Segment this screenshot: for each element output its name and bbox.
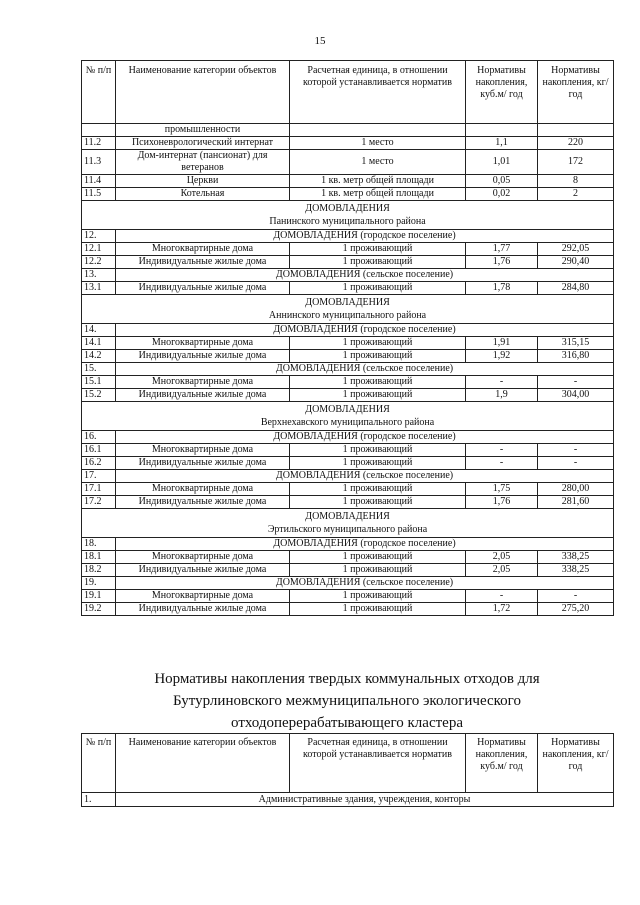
subsection-label: ДОМОВЛАДЕНИЯ (городское поселение) xyxy=(116,324,614,337)
row-unit: 1 проживающий xyxy=(290,350,466,363)
row-category: Индивидуальные жилые дома xyxy=(116,457,290,470)
row-number: 11.3 xyxy=(82,150,116,175)
row-unit: 1 проживающий xyxy=(290,483,466,496)
table-row xyxy=(82,188,614,201)
row-number: 19. xyxy=(82,577,116,590)
section-title xyxy=(81,668,613,734)
row-volume: 1,76 xyxy=(466,256,538,269)
district-header-subtitle: Верхнехавского муниципального района xyxy=(260,417,435,428)
section-title-line: Нормативы накопления твердых коммунальных отходов для xyxy=(154,671,540,687)
col-header-category: Наименование категории объектов xyxy=(116,61,290,124)
col-header-unit: Расчетная единица, в отношении которой устанавливается норматив xyxy=(290,61,466,124)
row-mass: 275,20 xyxy=(538,603,614,616)
continuation-mass xyxy=(538,124,614,137)
row-category: Многоквартирные дома xyxy=(116,551,290,564)
table-header-row xyxy=(82,734,614,793)
row-mass: 284,80 xyxy=(538,282,614,295)
row-mass: - xyxy=(538,376,614,389)
district-header-subtitle: Аннинского муниципального района xyxy=(268,310,427,321)
row-number: 13. xyxy=(82,269,116,282)
district-header-row xyxy=(82,201,614,230)
row-unit: 1 проживающий xyxy=(290,603,466,616)
district-header-subtitle: Эртильского муниципального района xyxy=(267,524,428,535)
row-unit: 1 кв. метр общей площади xyxy=(290,175,466,188)
row-mass: - xyxy=(538,457,614,470)
row-category: Многоквартирные дома xyxy=(116,337,290,350)
col-header-volume: Нормативы накопления, куб.м/ год xyxy=(466,61,538,124)
subsection-row xyxy=(82,269,614,282)
row-unit: 1 проживающий xyxy=(290,444,466,457)
row-unit: 1 проживающий xyxy=(290,256,466,269)
continuation-unit xyxy=(290,124,466,137)
subsection-label: ДОМОВЛАДЕНИЯ (сельское поселение) xyxy=(116,470,614,483)
row-category: Котельная xyxy=(116,188,290,201)
buturlinovka-norms-table xyxy=(81,733,614,807)
row-unit: 1 кв. метр общей площади xyxy=(290,188,466,201)
row-unit: 1 проживающий xyxy=(290,564,466,577)
row-category: Дом-интернат (пансионат) для ветеранов xyxy=(116,150,290,175)
row-category: Индивидуальные жилые дома xyxy=(116,603,290,616)
table-row xyxy=(82,496,614,509)
row-volume: 0,02 xyxy=(466,188,538,201)
row-mass: 2 xyxy=(538,188,614,201)
row-mass: - xyxy=(538,444,614,457)
table-row xyxy=(82,551,614,564)
row-number: 17.2 xyxy=(82,496,116,509)
row-number: 12.1 xyxy=(82,243,116,256)
row-number: 17.1 xyxy=(82,483,116,496)
row-mass: 315,15 xyxy=(538,337,614,350)
row-mass: 338,25 xyxy=(538,551,614,564)
table-row xyxy=(82,243,614,256)
row-volume: - xyxy=(466,590,538,603)
row-number: 18. xyxy=(82,538,116,551)
row-volume: 0,05 xyxy=(466,175,538,188)
subsection-label: ДОМОВЛАДЕНИЯ (сельское поселение) xyxy=(116,363,614,376)
row-volume: 1,72 xyxy=(466,603,538,616)
row-unit: 1 проживающий xyxy=(290,282,466,295)
table-row xyxy=(82,150,614,175)
row-number: 15.1 xyxy=(82,376,116,389)
subsection-row xyxy=(82,793,614,807)
subsection-label: Административные здания, учреждения, конторы xyxy=(116,793,614,807)
district-header xyxy=(82,295,614,324)
table-row xyxy=(82,457,614,470)
row-volume: 1,77 xyxy=(466,243,538,256)
row-number: 12. xyxy=(82,230,116,243)
table-row xyxy=(82,590,614,603)
continuation-row xyxy=(82,124,614,137)
row-volume: 1,91 xyxy=(466,337,538,350)
subsection-row xyxy=(82,363,614,376)
row-number: 16.2 xyxy=(82,457,116,470)
continuation-volume xyxy=(466,124,538,137)
district-header-title: ДОМОВЛАДЕНИЯ xyxy=(305,203,390,214)
row-number: 14. xyxy=(82,324,116,337)
district-header xyxy=(82,201,614,230)
row-number: 11.2 xyxy=(82,137,116,150)
table-row xyxy=(82,282,614,295)
district-header-row xyxy=(82,402,614,431)
row-volume: 2,05 xyxy=(466,564,538,577)
col-header-volume: Нормативы накопления, куб.м/ год xyxy=(466,734,538,793)
row-number: 15. xyxy=(82,363,116,376)
row-volume: 1,01 xyxy=(466,150,538,175)
row-volume: - xyxy=(466,457,538,470)
row-number: 11.5 xyxy=(82,188,116,201)
row-mass: 172 xyxy=(538,150,614,175)
row-unit: 1 место xyxy=(290,150,466,175)
row-category: Психоневрологический интернат xyxy=(116,137,290,150)
row-number: 19.1 xyxy=(82,590,116,603)
row-mass: 220 xyxy=(538,137,614,150)
table-header-row xyxy=(82,61,614,124)
row-mass: 316,80 xyxy=(538,350,614,363)
district-header-subtitle: Панинского муниципального района xyxy=(269,216,426,227)
row-volume: 1,75 xyxy=(466,483,538,496)
row-number: 11.4 xyxy=(82,175,116,188)
row-volume: 1,76 xyxy=(466,496,538,509)
row-category: Индивидуальные жилые дома xyxy=(116,496,290,509)
subsection-row xyxy=(82,538,614,551)
row-category: Многоквартирные дома xyxy=(116,483,290,496)
subsection-label: ДОМОВЛАДЕНИЯ (городское поселение) xyxy=(116,230,614,243)
row-volume: 1,92 xyxy=(466,350,538,363)
row-mass: 292,05 xyxy=(538,243,614,256)
row-unit: 1 проживающий xyxy=(290,551,466,564)
row-unit: 1 проживающий xyxy=(290,376,466,389)
col-header-number: № п/п xyxy=(82,734,116,793)
main-norms-table xyxy=(81,60,614,616)
row-volume: - xyxy=(466,376,538,389)
row-category: Многоквартирные дома xyxy=(116,590,290,603)
table-row xyxy=(82,376,614,389)
row-number: 16. xyxy=(82,431,116,444)
row-number: 13.1 xyxy=(82,282,116,295)
row-number: 18.2 xyxy=(82,564,116,577)
table-row xyxy=(82,350,614,363)
row-category: Индивидуальные жилые дома xyxy=(116,282,290,295)
subsection-row xyxy=(82,577,614,590)
row-number: 1. xyxy=(82,793,116,807)
row-category: Многоквартирные дома xyxy=(116,376,290,389)
col-header-mass: Нормативы накопления, кг/ год xyxy=(538,61,614,124)
table-row xyxy=(82,256,614,269)
row-mass: 280,00 xyxy=(538,483,614,496)
subsection-row xyxy=(82,431,614,444)
row-volume: - xyxy=(466,444,538,457)
row-unit: 1 проживающий xyxy=(290,457,466,470)
table-row xyxy=(82,137,614,150)
row-number: 19.2 xyxy=(82,603,116,616)
district-header-title: ДОМОВЛАДЕНИЯ xyxy=(305,297,390,308)
col-header-number: № п/п xyxy=(82,61,116,124)
row-unit: 1 проживающий xyxy=(290,389,466,402)
row-unit: 1 место xyxy=(290,137,466,150)
district-header-title: ДОМОВЛАДЕНИЯ xyxy=(305,511,390,522)
main-table-body xyxy=(82,124,614,616)
page-number: 15 xyxy=(314,35,326,47)
district-header-title: ДОМОВЛАДЕНИЯ xyxy=(305,404,390,415)
district-header-row xyxy=(82,295,614,324)
table-row xyxy=(82,175,614,188)
row-volume: 2,05 xyxy=(466,551,538,564)
continuation-number xyxy=(82,124,116,137)
col-header-unit: Расчетная единица, в отношении которой устанавливается норматив xyxy=(290,734,466,793)
row-number: 18.1 xyxy=(82,551,116,564)
continuation-text: промышленности xyxy=(116,124,290,137)
table-row xyxy=(82,444,614,457)
table-row xyxy=(82,337,614,350)
subsection-row xyxy=(82,470,614,483)
row-mass: 304,00 xyxy=(538,389,614,402)
row-unit: 1 проживающий xyxy=(290,496,466,509)
row-volume: 1,9 xyxy=(466,389,538,402)
row-number: 14.2 xyxy=(82,350,116,363)
row-mass: - xyxy=(538,590,614,603)
subsection-row xyxy=(82,324,614,337)
row-unit: 1 проживающий xyxy=(290,590,466,603)
row-category: Многоквартирные дома xyxy=(116,444,290,457)
table-row xyxy=(82,564,614,577)
row-category: Индивидуальные жилые дома xyxy=(116,350,290,363)
row-unit: 1 проживающий xyxy=(290,243,466,256)
row-volume: 1,78 xyxy=(466,282,538,295)
section-title-line: отходоперерабатывающего кластера xyxy=(231,715,463,731)
table-row xyxy=(82,389,614,402)
row-number: 15.2 xyxy=(82,389,116,402)
row-number: 16.1 xyxy=(82,444,116,457)
subsection-label: ДОМОВЛАДЕНИЯ (сельское поселение) xyxy=(116,269,614,282)
row-number: 12.2 xyxy=(82,256,116,269)
subsection-row xyxy=(82,230,614,243)
subsection-label: ДОМОВЛАДЕНИЯ (городское поселение) xyxy=(116,431,614,444)
table-row xyxy=(82,603,614,616)
row-mass: 281,60 xyxy=(538,496,614,509)
row-category: Церкви xyxy=(116,175,290,188)
row-mass: 338,25 xyxy=(538,564,614,577)
subsection-label: ДОМОВЛАДЕНИЯ (сельское поселение) xyxy=(116,577,614,590)
row-category: Индивидуальные жилые дома xyxy=(116,564,290,577)
row-category: Индивидуальные жилые дома xyxy=(116,256,290,269)
row-unit: 1 проживающий xyxy=(290,337,466,350)
row-category: Многоквартирные дома xyxy=(116,243,290,256)
table-row xyxy=(82,483,614,496)
row-number: 14.1 xyxy=(82,337,116,350)
row-mass: 8 xyxy=(538,175,614,188)
row-mass: 290,40 xyxy=(538,256,614,269)
row-volume: 1,1 xyxy=(466,137,538,150)
subsection-label: ДОМОВЛАДЕНИЯ (городское поселение) xyxy=(116,538,614,551)
district-header xyxy=(82,402,614,431)
row-number: 17. xyxy=(82,470,116,483)
district-header-row xyxy=(82,509,614,538)
col-header-mass: Нормативы накопления, кг/ год xyxy=(538,734,614,793)
district-header xyxy=(82,509,614,538)
row-category: Индивидуальные жилые дома xyxy=(116,389,290,402)
col-header-category: Наименование категории объектов xyxy=(116,734,290,793)
section-title-line: Бутурлиновского межмуниципального экологического xyxy=(173,693,521,709)
